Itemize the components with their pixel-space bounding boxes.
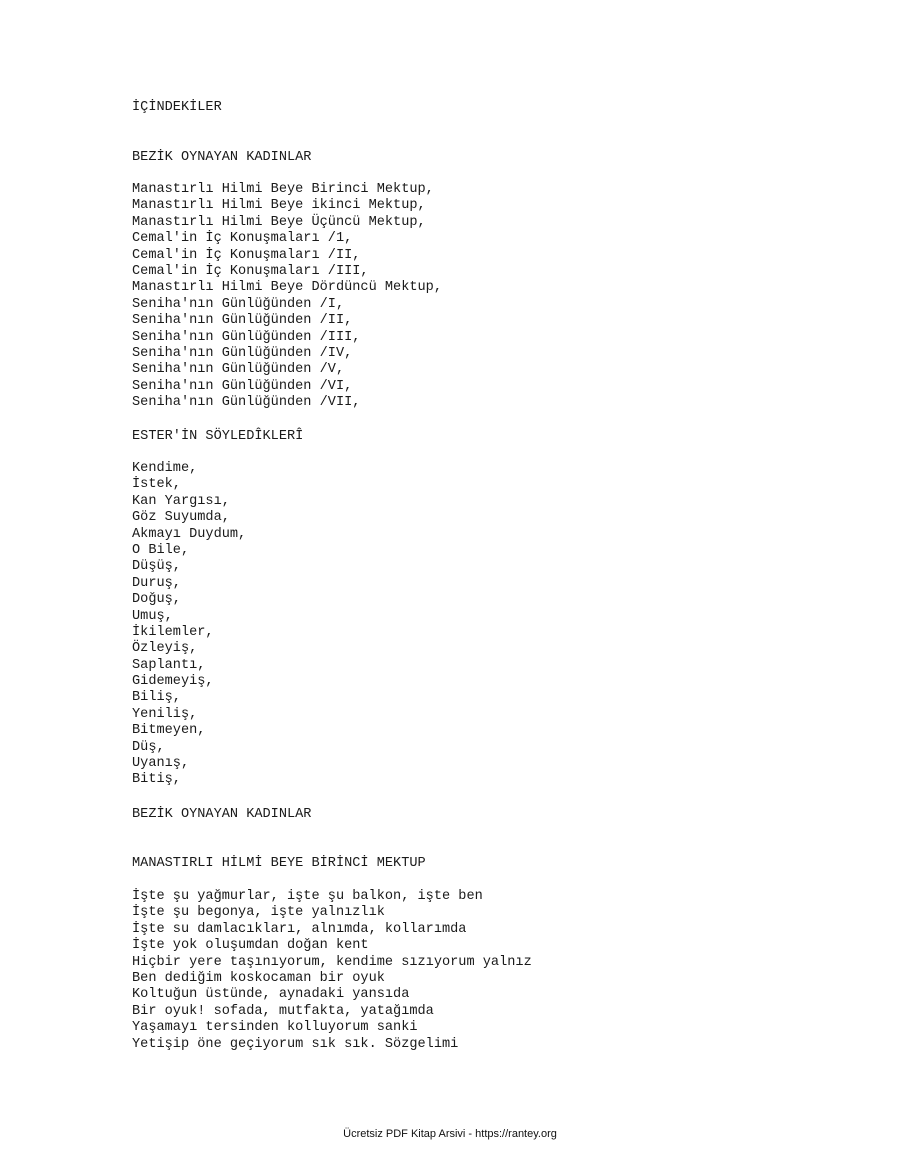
part-title: BEZİK OYNAYAN KADINLAR (132, 807, 312, 822)
toc-entry: İstek, (132, 477, 181, 493)
toc-entry: Yeniliş, (132, 706, 198, 722)
toc-heading: İÇİNDEKİLER (132, 100, 222, 115)
toc-entry: Saplantı, (132, 657, 206, 673)
poem-line: Hiçbir yere taşınıyorum, kendime sızıyorum yalnız (132, 954, 532, 970)
toc-entry: Düş, (132, 739, 165, 755)
toc-entry: Göz Suyumda, (132, 510, 230, 526)
toc-entry: Bitiş, (132, 772, 181, 788)
toc-entry: Manastırlı Hilmi Beye Dördüncü Mektup, (132, 280, 442, 296)
toc-entry: Gidemeyiş, (132, 674, 214, 690)
toc-entry: Kan Yargısı, (132, 493, 230, 509)
poem-line: Bir oyuk! sofada, mutfakta, yatağımda (132, 1003, 434, 1019)
toc-entry: Doğuş, (132, 592, 181, 608)
toc-entry: Düşüş, (132, 559, 181, 575)
toc-entry: Biliş, (132, 690, 181, 706)
section-title-ester: ESTER'İN SÖYLEDÎKLERÎ (132, 429, 304, 444)
toc-entry: Seniha'nın Günlüğünden /I, (132, 296, 345, 312)
poem-line: İşte su damlacıkları, alnımda, kollarımda (132, 921, 467, 937)
poem-body (132, 889, 532, 1053)
toc-entry: Umuş, (132, 608, 173, 624)
toc-list-bezik (132, 182, 442, 411)
toc-entry: Cemal'in İç Konuşmaları /II, (132, 247, 361, 263)
toc-entry: İkilemler, (132, 624, 214, 640)
poem-line: Yaşamayı tersinden kolluyorum sanki (132, 1020, 418, 1036)
toc-entry: Duruş, (132, 575, 181, 591)
toc-entry: Uyanış, (132, 756, 190, 772)
toc-entry: Cemal'in İç Konuşmaları /1, (132, 231, 353, 247)
toc-list-ester (132, 461, 246, 789)
poem-line: İşte yok oluşumdan doğan kent (132, 938, 369, 954)
section-title-bezik: BEZİK OYNAYAN KADINLAR (132, 150, 312, 165)
poem-line: Koltuğun üstünde, aynadaki yansıda (132, 987, 410, 1003)
toc-entry: Seniha'nın Günlüğünden /II, (132, 313, 353, 329)
poem-line: Yetişip öne geçiyorum sık sık. Sözgelimi (132, 1036, 459, 1052)
toc-entry: Seniha'nın Günlüğünden /III, (132, 329, 361, 345)
toc-entry: Cemal'in İç Konuşmaları /III, (132, 263, 369, 279)
poem-line: İşte şu yağmurlar, işte şu balkon, işte ben (132, 889, 483, 904)
poem-line: İşte şu begonya, işte yalnızlık (132, 905, 385, 921)
toc-entry: Seniha'nın Günlüğünden /VII, (132, 395, 361, 411)
toc-entry: Manastırlı Hilmi Beye Üçüncü Mektup, (132, 214, 426, 230)
toc-entry: Manastırlı Hilmi Beye ikinci Mektup, (132, 198, 426, 214)
toc-entry: Manastırlı Hilmi Beye Birinci Mektup, (132, 182, 434, 197)
poem-title: MANASTIRLI HİLMİ BEYE BİRİNCİ MEKTUP (132, 856, 426, 871)
toc-entry: Seniha'nın Günlüğünden /IV, (132, 345, 353, 361)
toc-entry: Bitmeyen, (132, 723, 206, 739)
toc-entry: Kendime, (132, 461, 198, 476)
toc-entry: Seniha'nın Günlüğünden /V, (132, 362, 345, 378)
toc-entry: Seniha'nın Günlüğünden /VI, (132, 378, 353, 394)
poem-line: Ben dediğim koskocaman bir oyuk (132, 970, 385, 986)
toc-entry: Özleyiş, (132, 641, 198, 657)
toc-entry: Akmayı Duydum, (132, 526, 247, 542)
toc-entry: O Bile, (132, 542, 190, 558)
footer-note: Ücretsiz PDF Kitap Arsivi - https://rantey.org (343, 1128, 557, 1140)
